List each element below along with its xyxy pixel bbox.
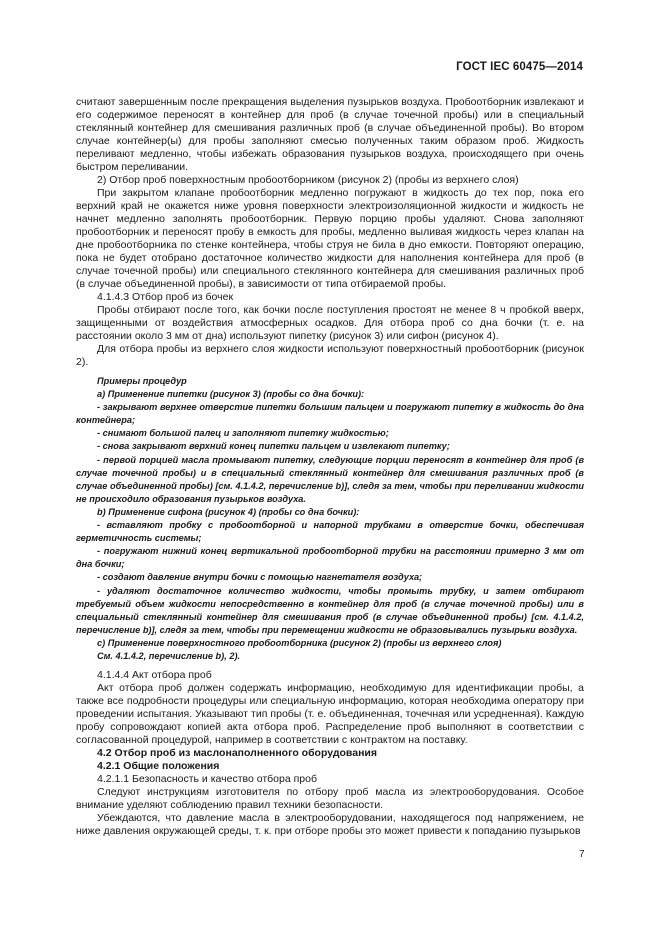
example-item: - удаляют достаточное количество жидкости, чтобы промыть трубку, и затем отбирают требуемый объем жидкости непосредственно в контейнер для проб (в случае точечной пробы) или в специальный стеклянный контейнер для смешивания проб (в случае объединенной пробы) [см. 4.1.4.2, перечисление b)], следя за тем, чтобы при перемещении жидкости не образовывались пузырьки воздуха. [76,585,584,635]
document-header: ГОСТ IEC 60475—2014 [456,61,583,73]
paragraph: считают завершенным после прекращения выделения пузырьков воздуха. Пробоотборник извлекают и его содержимое переносят в контейнер для проб (в случае точечной пробы) или в специальный стеклянный контейнер для смешивания различных проб (в случае объединенной пробы). Во втором случае контейнер(ы) для пробы заполняют смесью полученных таким образом проб. Жидкость переливают медленно, чтобы избежать образования пузырьков воздуха, происходящего при очень быстром переливании. [76,96,584,173]
clause-heading: 4.1.4.3 Отбор проб из бочек [97,291,234,303]
example-item: - вставляют пробку с пробоотборной и напорной трубками в отверстие бочки, обеспечивая герметичность системы; [76,520,584,544]
example-item: - снова закрывают верхний конец пипетки пальцем и извлекают пипетку; [97,441,450,452]
examples-block [76,375,584,663]
subsection-heading: 4.2.1 Общие положения [97,760,220,773]
paragraph: Следуют инструкциям изготовителя по отбору проб масла из электрооборудования. Особое внимание уделяют соблюдению правил техники безопасности. [76,786,584,812]
example-item: - первой порцией масла промывают пипетку, следующие порции переносят в контейнер для проб (в случае точечной пробы) и в специальный стеклянный контейнер для смешивания различных проб (в случае объединенной пробы) [см. 4.1.4.2, перечисление b)], следя за тем, чтобы при переливании жидкости не происходило образования пузырьков воздуха. [76,454,584,504]
example-item: См. 4.1.4.2, перечисление b), 2). [97,650,241,661]
clause-heading: 4.1.4.4 Акт отбора проб [97,669,212,682]
example-item: - создают давление внутри бочки с помощью нагнетателя воздуха; [97,572,423,583]
example-item: c) Применение поверхностного пробоотборника (рисунок 2) (пробы из верхнего слоя) [97,637,502,648]
section-heading: 4.2 Отбор проб из маслонаполненного оборудования [97,747,377,760]
page-body [76,96,584,838]
list-item: 2) Отбор проб поверхностным пробоотборником (рисунок 2) (пробы из верхнего слоя) [97,174,519,186]
paragraph: Акт отбора проб должен содержать информацию, необходимую для идентификации пробы, а также все подробности процедуры или специальную информацию, которая необходима оператору при проведении испытания. Указывают тип пробы (т. е. объединенная, точечная или усредненная). Каждую пробу сопровождают копией акта отбора проб. Распределение проб выполняют в соответствии с согласованной процедурой, например в соответствии с контрактом на поставку. [76,682,584,747]
paragraph: Убеждаются, что давление масла в электрооборудовании, находящегося под напряжением, не ниже давления окружающей среды, т. к. при отборе пробы это может привести к попаданию пузырьков [76,812,584,838]
examples-title: Примеры процедур [97,376,187,386]
example-item: b) Применение сифона (рисунок 4) (пробы со дна бочки): [97,506,360,517]
example-item: - погружают нижний конец вертикальной пробоотборной трубки на расстоянии примерно 3 мм от дна бочки; [76,546,584,570]
example-item: - закрывают верхнее отверстие пипетки большим пальцем и погружают пипетку в жидкость до дна контейнера; [76,402,584,426]
page-number: 7 [579,849,585,860]
example-item: a) Применение пипетки (рисунок 3) (пробы со дна бочки): [97,389,365,400]
paragraph: При закрытом клапане пробоотборник медленно погружают в жидкость до тех пор, пока его верхний край не окажется ниже уровня поверхности электроизоляционной жидкости и жидкость не начнет медленно заполнять пробоотборник. Первую порцию пробы удаляют. Снова заполняют пробоотборник и переносят пробу в емкость для пробы, медленно выливая жидкость через клапан на дне пробоотборника по стенке контейнера, чтобы струя не била в дно емкости. Повторяют операцию, пока не будет отобрано достаточное количество жидкости для наполнения контейнера для проб (в случае точечной пробы) или специального стеклянного контейнера для смешивания различных проб (в случае объединенной пробы), в зависимости от типа отбираемой пробы. [76,187,584,290]
example-item: - снимают большой палец и заполняют пипетку жидкостью; [97,428,389,439]
clause-heading: 4.2.1.1 Безопасность и качество отбора проб [97,773,317,786]
paragraph: Для отбора пробы из верхнего слоя жидкости используют поверхностный пробоотборник (рисунок 2). [76,343,584,368]
paragraph: Пробы отбирают после того, как бочки после поступления простоят не менее 8 ч пробкой вверх, защищенными от воздействия атмосферных осадков. Для отбора проб со дна бочки (т. е. на расстоянии около 3 мм от дна) используют пипетку (рисунок 3) или сифон (рисунок 4). [76,304,584,342]
